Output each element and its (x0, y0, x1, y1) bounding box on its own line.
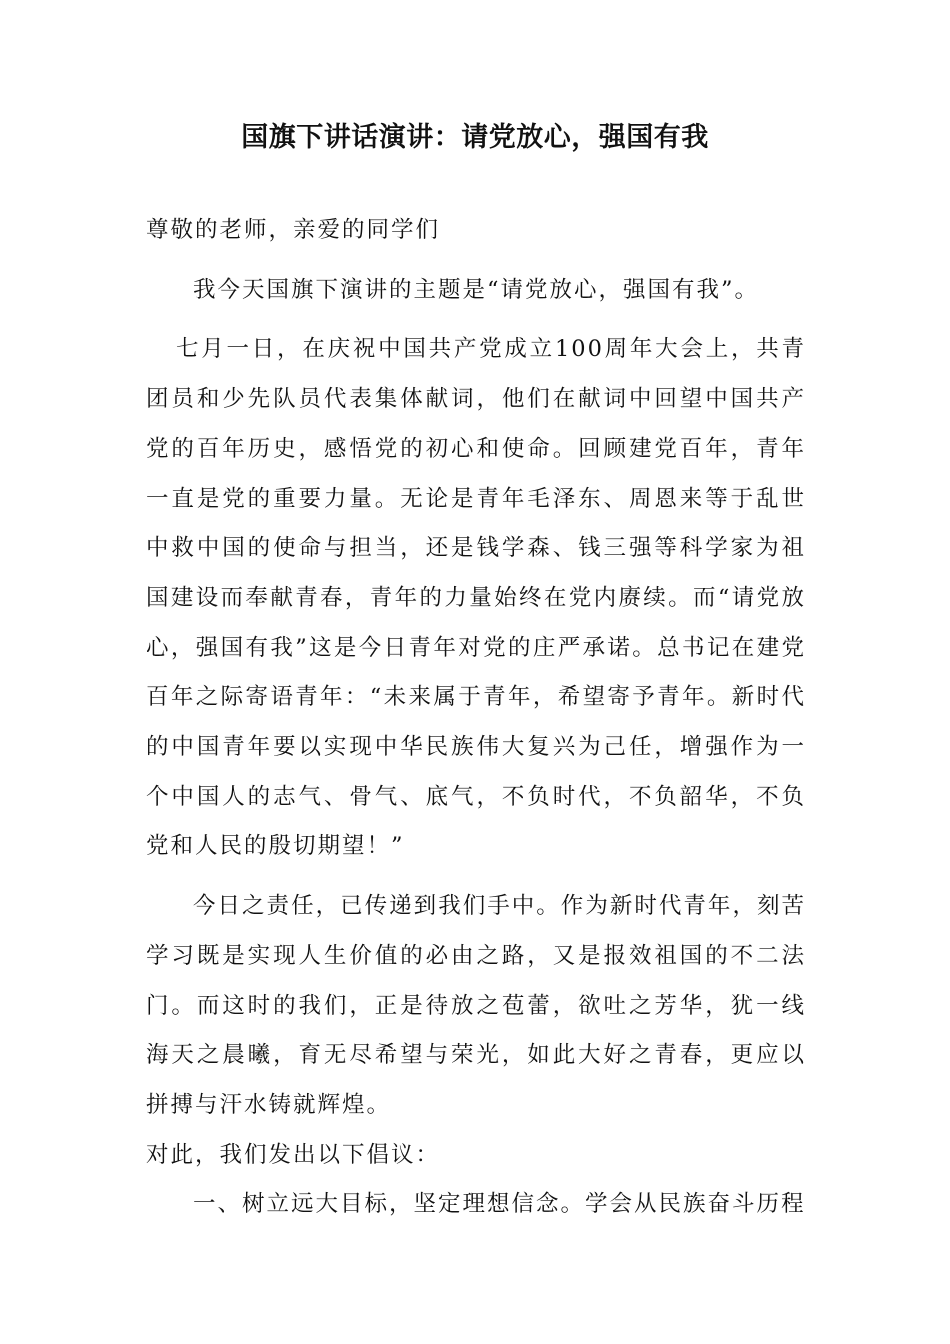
paragraph-proposal-intro: 对此，我们发出以下倡议： (146, 1141, 441, 1168)
document-body (146, 206, 806, 1240)
document-title: 国旗下讲话演讲：请党放心，强国有我 (241, 122, 709, 153)
paragraph-july-first: 七月一日，在庆祝中国共产党成立100周年大会上，共青团员和少先队员代表集体献词，他们在献词中回望中国共产党的百年历史，感悟党的初心和使命。回顾建党百年，青年一直是党的重要力量。无论是青年毛泽东、周恩来等于乱世中救中国的使命与担当，还是钱学森、钱三强等科学家为祖国建设而奉献青春，青年的力量始终在党内赓续。而“请党放心，强国有我”这是今日青年对党的庄严承诺。总书记在建党百年之际寄语青年：“未来属于青年，希望寄予青年。新时代的中国青年要以实现中华民族伟大复兴为己任，增强作为一个中国人的志气、骨气、底气，不负时代，不负韶华，不负党和人民的殷切期望！” (146, 336, 806, 860)
paragraph-responsibility: 今日之责任，已传递到我们手中。作为新时代青年，刻苦学习既是实现人生价值的必由之路，又是报效祖国的不二法门。而这时的我们，正是待放之苞蕾，欲吐之芳华，犹一线海天之晨曦，育无尽希望与荣光，如此大好之青春，更应以拼搏与汗水铸就辉煌。 (146, 893, 806, 1118)
salutation: 尊敬的老师，亲爱的同学们 (146, 217, 441, 243)
paragraph-proposal-one: 一、树立远大目标，坚定理想信念。学会从民族奋斗历程 (193, 1191, 806, 1218)
paragraph-theme: 我今天国旗下演讲的主题是“请党放心，强国有我”。 (193, 276, 760, 303)
